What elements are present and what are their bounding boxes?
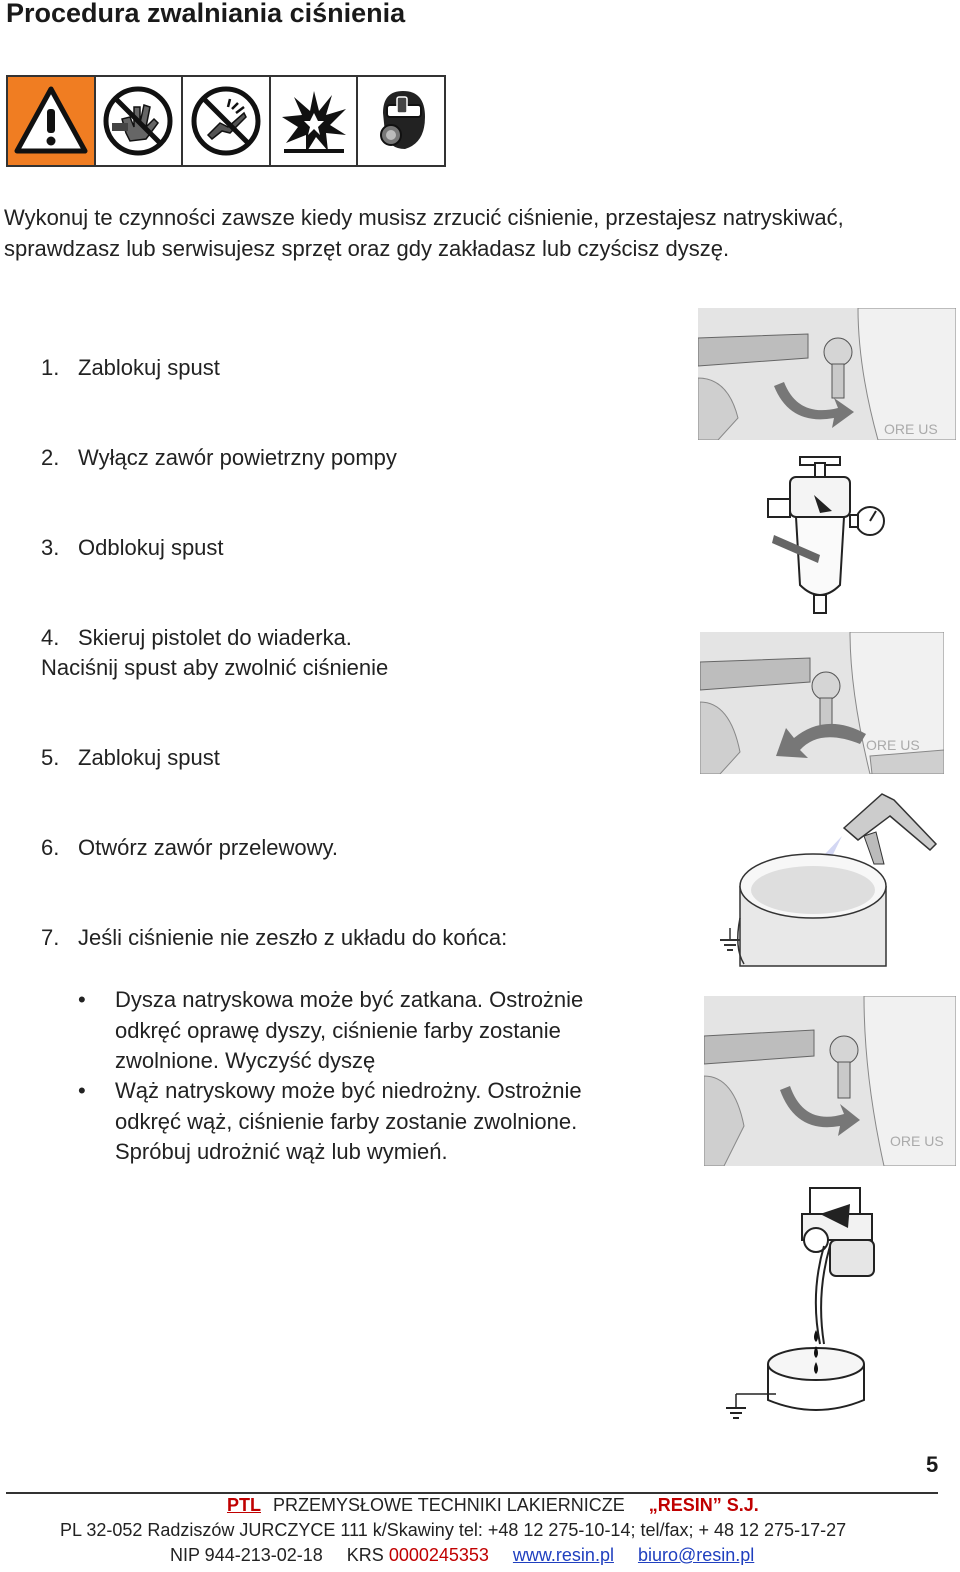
trigger-lock-illustration bbox=[698, 308, 956, 440]
step-number: 4. bbox=[41, 625, 60, 650]
step-text: Jeśli ciśnienie nie zeszło z układu do końca: bbox=[78, 925, 508, 950]
step-number: 7. bbox=[41, 925, 60, 950]
trigger-lock-again-illustration bbox=[704, 996, 956, 1166]
bullet-dot: • bbox=[78, 1078, 86, 1103]
step-text: Skieruj pistolet do wiaderka. bbox=[78, 625, 352, 650]
bullet-item bbox=[78, 1076, 598, 1168]
step-4 bbox=[41, 623, 352, 653]
footer-nip: NIP 944-213-02-18 bbox=[170, 1545, 323, 1565]
step-text: Zablokuj spust bbox=[78, 745, 220, 770]
warning-triangle-icon bbox=[8, 77, 96, 165]
step-number: 1. bbox=[41, 355, 60, 380]
intro-text bbox=[4, 202, 864, 264]
step-5 bbox=[41, 743, 220, 773]
step-number: 6. bbox=[41, 835, 60, 860]
svg-text:ORE US: ORE US bbox=[866, 737, 920, 753]
step-3 bbox=[41, 533, 224, 563]
footer-company-line bbox=[227, 1495, 960, 1516]
bullet-dot: • bbox=[78, 987, 86, 1012]
bullet-line: Spróbuj udrożnić wąż lub wymień. bbox=[115, 1139, 448, 1164]
svg-text:ORE US: ORE US bbox=[884, 421, 938, 437]
step-text: Otwórz zawór przelewowy. bbox=[78, 835, 338, 860]
bullet-line: odkręć wąż, ciśnienie farby zostanie zwolnione. bbox=[115, 1108, 578, 1134]
intro-line-2: sprawdzasz lub serwisujesz sprzęt oraz gdy zakładasz lub czyścisz dyszę. bbox=[4, 236, 730, 261]
footer-website-link[interactable]: www.resin.pl bbox=[512, 1545, 614, 1565]
footer-krs-value: 0000245353 bbox=[388, 1545, 489, 1565]
step-6 bbox=[41, 833, 338, 863]
intro-line-1: Wykonuj te czynności zawsze kiedy musisz zrzucić ciśnienie, przestajesz natryskiwać, bbox=[4, 205, 844, 230]
footer-email-link[interactable]: biuro@resin.pl bbox=[637, 1545, 755, 1565]
step-text: Zablokuj spust bbox=[78, 355, 220, 380]
footer-ptl: PTL bbox=[227, 1495, 261, 1515]
footer-company-name: PRZEMYSŁOWE TECHNIKI LAKIERNICZE bbox=[273, 1495, 625, 1515]
footer-address: PL 32-052 Radziszów JURCZYCE 111 k/Skawiny tel: +48 12 275-10-14; tel/fax; + 48 12 275-17-27 bbox=[60, 1520, 847, 1540]
spray-into-bucket-illustration bbox=[714, 788, 940, 968]
footer-registration-line bbox=[170, 1545, 960, 1566]
footer-brand: „RESIN” S.J. bbox=[648, 1495, 759, 1515]
bullet-line: Dysza natryskowa może być zatkana. Ostrożnie bbox=[115, 987, 584, 1012]
step-number: 5. bbox=[41, 745, 60, 770]
no-hand-icon bbox=[96, 77, 184, 165]
step-text: Odblokuj spust bbox=[78, 535, 224, 560]
step-1 bbox=[41, 353, 220, 383]
bullet-line: odkręć oprawę dyszy, ciśnienie farby zostanie bbox=[115, 1017, 561, 1043]
footer-divider bbox=[6, 1492, 938, 1494]
respirator-mask-icon bbox=[358, 77, 444, 165]
page-title: Procedura zwalniania ciśnienia bbox=[6, 0, 406, 28]
bullet-line: Wąż natryskowy może być niedrożny. Ostrożnie bbox=[115, 1078, 582, 1103]
step-number: 3. bbox=[41, 535, 60, 560]
drain-valve-illustration bbox=[720, 1184, 894, 1426]
bullet-item bbox=[78, 985, 598, 1077]
step-text: Wyłącz zawór powietrzny pompy bbox=[78, 445, 397, 470]
explosion-icon bbox=[271, 77, 359, 165]
step-7 bbox=[41, 923, 507, 953]
air-valve-regulator-illustration bbox=[760, 455, 888, 615]
page-number: 5 bbox=[926, 1452, 939, 1477]
bullet-line: zwolnione. Wyczyść dyszę bbox=[115, 1048, 376, 1073]
step-2 bbox=[41, 443, 397, 473]
footer-krs-label: KRS bbox=[346, 1545, 384, 1565]
step-4-continuation: Naciśnij spust aby zwolnić ciśnienie bbox=[41, 655, 389, 680]
warning-icon-strip bbox=[6, 75, 446, 167]
svg-text:ORE US: ORE US bbox=[890, 1133, 944, 1149]
step-number: 2. bbox=[41, 445, 60, 470]
trigger-unlock-illustration bbox=[700, 632, 944, 774]
no-spray-injury-icon bbox=[183, 77, 271, 165]
